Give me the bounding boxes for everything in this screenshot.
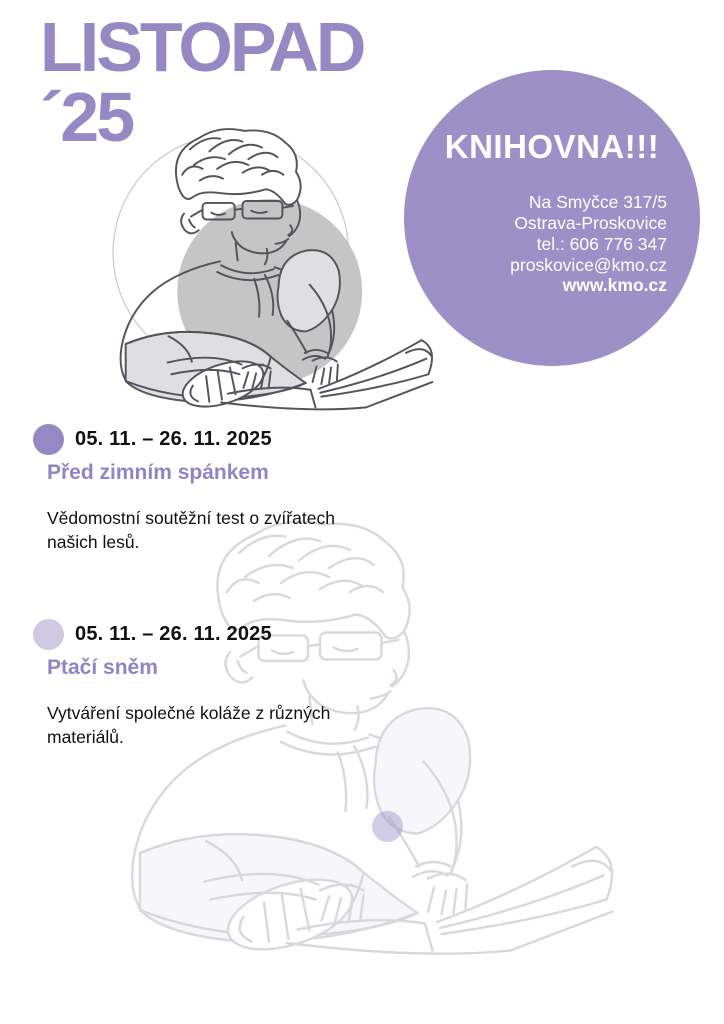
- badge-phone: tel.: 606 776 347: [536, 234, 667, 254]
- badge-email: proskovice@kmo.cz: [510, 255, 667, 275]
- event-date: 05. 11. – 26. 11. 2025: [75, 428, 272, 450]
- event-date-row: [33, 424, 433, 455]
- event-title: Ptačí sněm: [47, 656, 158, 679]
- event-pred-zimnim-spankem: [33, 424, 433, 554]
- poster-title-year: ´25: [40, 78, 133, 156]
- badge-heading: KNIHOVNA!!!: [444, 128, 660, 165]
- decorative-purple-dot: [372, 811, 403, 842]
- badge-address-line1: Na Smyčce 317/5: [528, 192, 667, 212]
- event-ptaci-snem: [33, 619, 433, 749]
- event-description: Vědomostní soutěžní test o zvířatech našich lesů.: [47, 508, 335, 552]
- event-bullet-dot: [33, 424, 64, 455]
- poster-title-month: LISTOPAD: [40, 8, 364, 86]
- event-bullet-dot: [33, 619, 64, 650]
- badge-contact-lines: [404, 192, 700, 295]
- event-date: 05. 11. – 26. 11. 2025: [75, 623, 272, 645]
- badge-address-line2: Ostrava-Proskovice: [514, 213, 667, 233]
- event-date-row: [33, 619, 433, 650]
- library-contact-badge: [404, 70, 700, 366]
- event-title: Před zimním spánkem: [47, 461, 269, 484]
- badge-website: www.kmo.cz: [562, 275, 667, 295]
- event-description: Vytváření společné koláže z různých materiálů.: [47, 703, 331, 747]
- boy-reading-illustration: [75, 128, 445, 420]
